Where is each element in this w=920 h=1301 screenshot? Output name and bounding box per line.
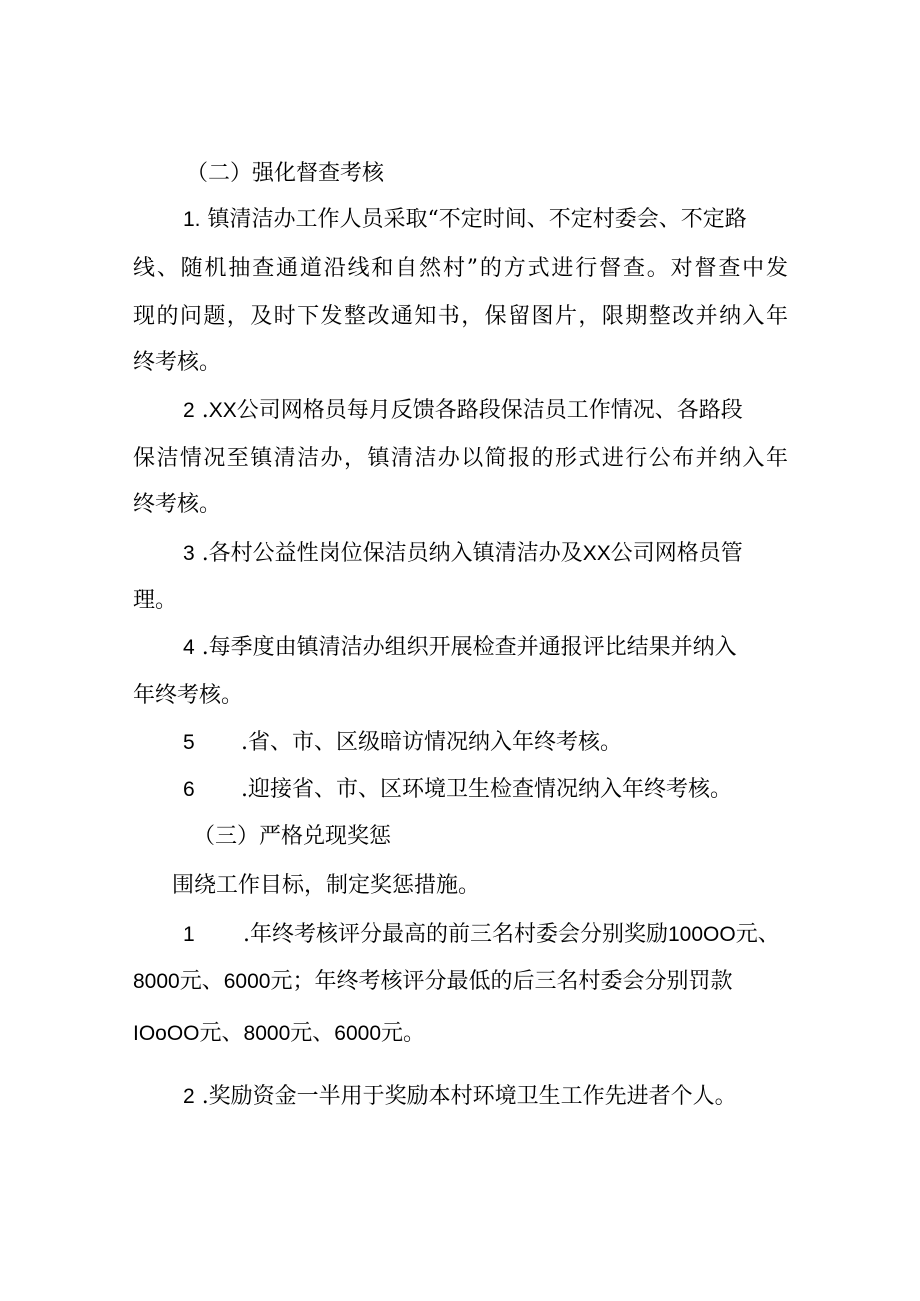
amount: 6000 (223, 970, 271, 993)
paragraph-text: .每季度由镇清洁办组织开展检查并通报评比结果并纳入 (201, 635, 737, 660)
paragraph-line (183, 777, 732, 803)
company-code: XX (582, 542, 611, 565)
paragraph-text: . (201, 398, 209, 423)
paragraph-line (183, 541, 743, 567)
paragraph-line (183, 1084, 737, 1110)
paragraph-text: .年终考核评分最高的前三名村委会分别奖励 (243, 922, 668, 947)
paragraph-line: 理。 (133, 588, 178, 613)
paragraph-text: .各村公益性岗位保洁员纳入镇清洁办及 (201, 541, 583, 566)
item-number: 2 (183, 1085, 195, 1108)
paragraph-text: .省、市、区级暗访情况纳入年终考核。 (241, 730, 622, 755)
paragraph-line: 终考核。 (133, 492, 222, 517)
paragraph-line (183, 635, 737, 661)
paragraph-text: 元、 (290, 1021, 335, 1046)
item-number: 3 (183, 542, 195, 565)
paragraph-line (133, 969, 732, 995)
paragraph-text: 公司网格员每月反馈各路段保洁员工作情况、各路段 (236, 398, 743, 423)
paragraph-text: .迎接省、市、区环境卫生检查情况纳入年终考核。 (241, 777, 732, 802)
item-number: 1. (183, 208, 201, 231)
paragraph-text: 镇清洁办工作人员采取“不定时间、不定村委会、不定路 (207, 207, 747, 232)
paragraph-line (183, 207, 747, 233)
paragraph-text: 元；年终考核评分最低的后三名村委会分别罚款 (270, 969, 733, 994)
paragraph-text: 元、 (735, 922, 780, 947)
section-heading: （三）严格兑现奖惩 (193, 824, 392, 849)
paragraph-line: 终考核。 (133, 350, 222, 375)
item-number: 1 (183, 923, 195, 946)
paragraph-line: 保洁情况至镇清洁办，镇清洁办以简报的形式进行公布并纳入年 (133, 446, 788, 471)
paragraph-line: 现的问题，及时下发整改通知书，保留图片，限期整改并纳入年 (133, 304, 788, 329)
amount: 6000 (334, 1022, 381, 1045)
paragraph-text: 元。 (381, 1021, 426, 1046)
paragraph-line (133, 1021, 425, 1047)
section-heading: （二）强化督查考核 (186, 161, 385, 186)
item-number: 6 (183, 778, 195, 801)
paragraph-line (183, 922, 780, 948)
paragraph-line: 围绕工作目标，制定奖惩措施。 (172, 873, 481, 898)
item-number: 5 (183, 731, 195, 754)
item-number: 4 (183, 636, 195, 659)
company-code: XX (208, 399, 237, 422)
paragraph-line (183, 730, 622, 756)
paragraph-text: .奖励资金一半用于奖励本村环境卫生工作先进者个人。 (201, 1084, 737, 1109)
paragraph-text: 公司网格员管 (610, 541, 743, 566)
paragraph-line (183, 398, 743, 424)
paragraph-text: 元、 (199, 1021, 244, 1046)
paragraph-text: 元、 (179, 969, 224, 994)
paragraph-line: 年终考核。 (133, 683, 244, 708)
amount: 8000 (243, 1022, 291, 1045)
amount: IOoOO (133, 1022, 200, 1045)
amount: 100OO (668, 923, 736, 946)
amount: 8000 (133, 970, 180, 993)
paragraph-line: 线、随机抽查通道沿线和自然村”的方式进行督查。对督查中发 (133, 256, 788, 281)
item-number: 2 (183, 399, 195, 422)
